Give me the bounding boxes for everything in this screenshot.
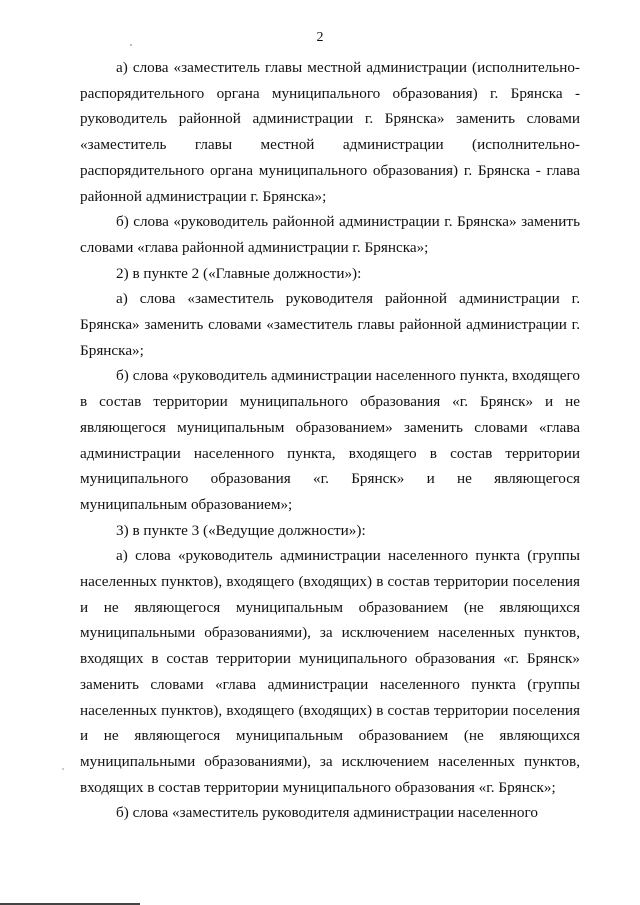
paragraph-3-heading: 3) в пункте 3 («Ведущие должности»): [116, 521, 366, 539]
paragraph-1b: б) слова «руководитель районной администрации г. Брянска» заменить словами «глава районной администрации г. Брянска»; [80, 213, 580, 256]
document-body [80, 55, 580, 826]
scan-speck [130, 44, 132, 46]
paragraph-3a: а) слова «руководитель администрации населенного пункта (группы населенных пунктов), входящего (входящих) в состав территории поселения и не являющегося муниципальным образованием (не являющихся муниципальными образованиями), за исключением населенных пунктов, входящих в состав территории муниципального образования «г. Брянск» заменить словами «глава администрации населенного пункта (группы населенных пунктов), входящего (входящих) в состав территории поселения и не являющегося муниципальным образованием (не являющихся муниципальными образованиями), за исключением населенных пунктов, входящих в состав территории муниципального образования «г. Брянск»; [80, 547, 580, 796]
page-number: 2 [316, 30, 324, 45]
paragraph-2-heading: 2) в пункте 2 («Главные должности»): [116, 264, 362, 282]
paragraph-2b: б) слова «руководитель администрации населенного пункта, входящего в состав территории муниципального образования «г. Брянск» и не являющегося муниципальным образованием» заменить словами «глава администрации населенного пункта, входящего в состав территории муниципального образования «г. Брянск» и не являющегося муниципальным образованием»; [80, 367, 580, 513]
paragraph-3b: б) слова «заместитель руководителя администрации населенного [116, 804, 538, 822]
paragraph-2a: а) слова «заместитель руководителя районной администрации г. Брянска» заменить словами «заместитель главы районной администрации г. Брянска»; [80, 290, 580, 359]
scan-speck [62, 768, 64, 770]
paragraph-1a: а) слова «заместитель главы местной администрации (исполнительно-распорядительного органа муниципального образования) г. Брянска - руководитель районной администрации г. Брянска» заменить словами «заместитель главы местной администрации (исполнительно-распорядительного органа муниципального образования) г. Брянска - глава районной администрации г. Брянска»; [80, 59, 580, 205]
